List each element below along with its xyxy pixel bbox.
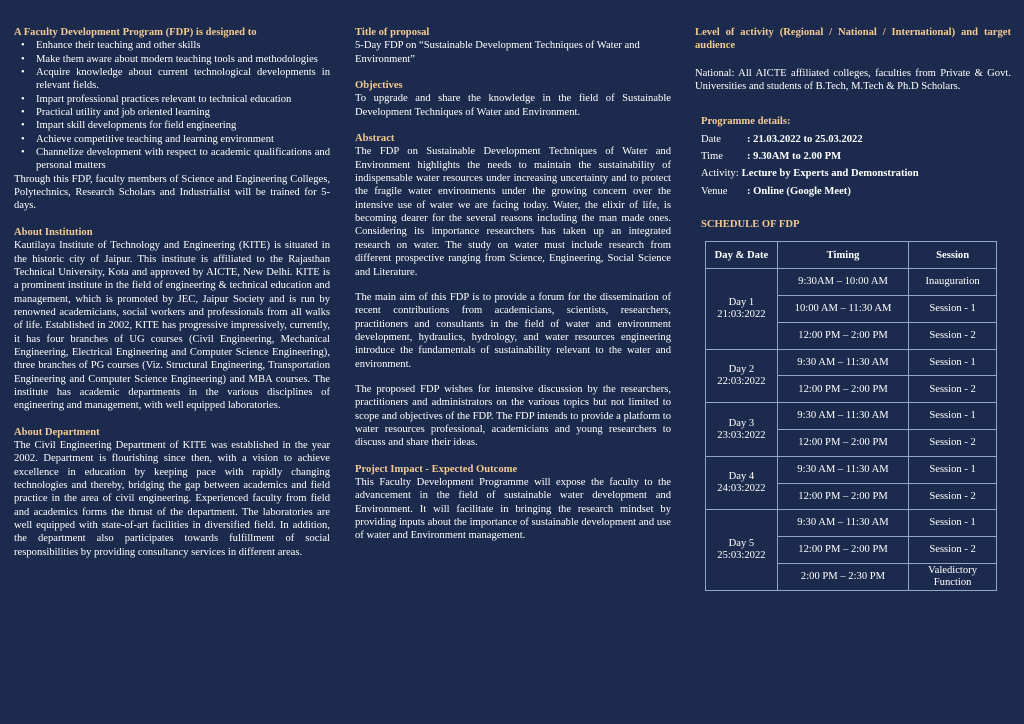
objectives-heading: Objectives [355, 80, 403, 92]
impact-heading: Project Impact - Expected Outcome [355, 463, 518, 475]
schedule-header-session: Session [909, 242, 997, 269]
schedule-session-cell: Session - 1 [909, 349, 997, 376]
detail-venue-value: : Online (Google Meet) [747, 185, 851, 197]
schedule-day-date: 25:03:2022 [717, 550, 766, 562]
schedule-row [706, 403, 997, 430]
detail-activity-row [701, 167, 1011, 180]
schedule-session-cell: Valedictory Function [909, 564, 997, 591]
detail-time-label: Time [701, 151, 723, 163]
schedule-heading: SCHEDULE OF FDP [701, 219, 800, 231]
schedule-timing-cell: 12:00 PM – 2:00 PM [777, 483, 908, 510]
fdp-goal-item: • Impart professional practices relevant to technical education [14, 93, 330, 106]
schedule-day-label: Day 5 [728, 538, 755, 550]
schedule-timing-cell: 12:00 PM – 2:00 PM [777, 376, 908, 403]
schedule-day-label: Day 3 [728, 417, 755, 429]
schedule-session-cell: Session - 2 [909, 483, 997, 510]
fdp-goal-item: • Make them aware about modern teaching tools and methodologies [14, 53, 330, 66]
abstract-paragraph-2: The main aim of this FDP is to provide a forum for the dissemination of recent contributions from academicians, scientists, researchers, practitioners and consultants in the field of water and environment development, hydraulics, hydrology, and water resources engineering introduce the fundamentals of sustainability relevant to the water and environment. [355, 291, 671, 370]
impact-text: This Faculty Development Programme will expose the faculty to the advancement in the field of sustainable water development and Environment. It will facilitate in bringing the research mindset by providing inputs about the importance of sustainable development and use of water and Environment management. [355, 476, 671, 542]
schedule-timing-cell: 12:00 PM – 2:00 PM [777, 322, 908, 349]
schedule-row [706, 456, 997, 483]
schedule-header-row [706, 242, 997, 269]
schedule-body [706, 269, 997, 591]
department-text: The Civil Engineering Department of KITE was established in the year 2002. Department is flourishing since then, with a vision to achieve excellence in education by keeping pace with rapidly changing technologies and thereby, bridging the gap between academics and field practice in the area of civil engineering. Experienced faculty from field and academics forms the thrust of the department. The laboratories are well equipped with state-of-art facilities in diversified field. In addition, the department also participates towards fulfillment of social responsibilities by providing consultancy services in different areas. [14, 439, 330, 558]
schedule-timing-cell: 12:00 PM – 2:00 PM [777, 430, 908, 457]
programme-heading: Programme details: [701, 116, 791, 128]
detail-date-value: : 21.03.2022 to 25.03.2022 [747, 133, 863, 145]
schedule-table [705, 241, 997, 590]
column-left [14, 26, 330, 559]
schedule-timing-cell: 9:30 AM – 11:30 AM [777, 403, 908, 430]
abstract-paragraph-1: The FDP on Sustainable Development Techniques of Water and Environment highlights the needs to maintain the sustainability of indispensable water resources under increasing uncertainty and to protect the fragile water environments under the growing concern over the intensive use of water we are facing today. Water, the elixir of life, is becoming dearer for the several reasons including the man made ones. Considering its importance researchers has taken up an integrated research on water. The study on water must include research from different prospective ranging from Science, Engineering, Social Science and Literature. [355, 146, 671, 278]
schedule-header-timing: Timing [777, 242, 908, 269]
schedule-timing-cell: 9:30 AM – 11:30 AM [777, 349, 908, 376]
schedule-day-cell [706, 349, 778, 403]
schedule-session-cell: Session - 2 [909, 430, 997, 457]
proposal-heading: Title of proposal [355, 27, 430, 38]
fdp-heading-suffix: to [245, 27, 257, 38]
objectives-text: To upgrade and share the knowledge in the field of Sustainable Development Techniques of Water and Environment. [355, 93, 671, 118]
schedule-session-cell: Session - 2 [909, 322, 997, 349]
fdp-goal-item: • Impart skill developments for field engineering [14, 119, 330, 132]
detail-date-row [701, 133, 1011, 146]
detail-venue-row [701, 185, 1011, 198]
fdp-heading [14, 26, 330, 39]
schedule-timing-cell: 9:30AM – 10:00 AM [777, 269, 908, 296]
schedule-row [706, 269, 997, 296]
detail-activity-label: Activity: [701, 168, 739, 180]
schedule-day-label: Day 2 [728, 364, 755, 376]
schedule-day-cell [706, 510, 778, 590]
department-heading: About Department [14, 426, 100, 438]
fdp-goals-list [14, 39, 330, 172]
schedule-row [706, 349, 997, 376]
detail-time-value: : 9.30AM to 2.00 PM [747, 151, 842, 163]
institution-heading: About Institution [14, 226, 93, 238]
schedule-day-label: Day 1 [728, 297, 755, 309]
schedule-timing-cell: 9:30 AM – 11:30 AM [777, 510, 908, 537]
fdp-heading-text: A Faculty Development Program (FDP) is designed [14, 27, 246, 38]
institution-text: Kautilaya Institute of Technology and Engineering (KITE) is situated in the historic city of Jaipur. This institute is affiliated to the Rajasthan Technical University, Kota and approved by AICTE, New Delhi. KITE is a prominent institute in the field of engineering & technical education and management, which is promoted by JEC, Jaipur Society and is run by renowned academicians, social workers and professionals from all walks of life. Established in 2002, KITE has progressive impressively, currently, it has four branches of UG courses (Civil Engineering, Mechanical Engineering, Electrical Engineering and Computer Science Engineering), three branches of PG courses (Viz. Structural Engineering, Transportation Engineering and Computer Science Engineering) and MBA courses. The institute has academic departments in the various disciplines of engineering and management, with well equipped laboratories. [14, 240, 330, 412]
programme-details [701, 115, 1011, 198]
schedule-session-cell: Inauguration [909, 269, 997, 296]
schedule-session-cell: Session - 1 [909, 456, 997, 483]
schedule-session-cell: Session - 2 [909, 537, 997, 564]
schedule-day-date: 23:03:2022 [717, 429, 766, 441]
schedule-session-cell: Session - 1 [909, 296, 997, 323]
schedule-timing-cell: 12:00 PM – 2:00 PM [777, 537, 908, 564]
schedule-session-cell: Session - 1 [909, 403, 997, 430]
detail-date-label: Date [701, 133, 721, 145]
column-right [695, 26, 1011, 591]
column-middle [355, 26, 671, 543]
fdp-goal-item: • Enhance their teaching and other skills [14, 39, 330, 52]
level-text: National: All AICTE affiliated colleges, faculties from Private & Govt. Universities and students of B.Tech, M.Tech & Ph.D Scholars. [695, 67, 1011, 93]
fdp-goal-item: • Practical utility and job oriented learning [14, 106, 330, 119]
detail-time-row [701, 150, 1011, 163]
schedule-day-cell [706, 269, 778, 349]
detail-venue-label: Venue [701, 185, 728, 197]
schedule-day-date: 24:03:2022 [717, 483, 766, 495]
schedule-header-day: Day & Date [706, 242, 778, 269]
detail-activity-value: Lecture by Experts and Demonstration [741, 168, 919, 180]
schedule-day-label: Day 4 [728, 471, 755, 483]
fdp-goal-item: • Achieve competitive teaching and learning environment [14, 133, 330, 146]
level-heading: Level of activity (Regional / National / International) and target audience [695, 27, 1011, 52]
schedule-session-cell: Session - 2 [909, 376, 997, 403]
fdp-goal-item: • Acquire knowledge about current technological developments in relevant fields. [14, 66, 330, 93]
fdp-closing-text: Through this FDP, faculty members of Science and Engineering Colleges, Polytechnics, Research Scholars and Industrialist will be trained for 5-days. [14, 173, 330, 212]
schedule-timing-cell: 2:00 PM – 2:30 PM [777, 564, 908, 591]
schedule-day-date: 21:03:2022 [717, 308, 766, 320]
schedule-day-date: 22:03:2022 [717, 375, 766, 387]
proposal-text: 5-Day FDP on “Sustainable Development Techniques of Water and Environment” [355, 40, 640, 65]
schedule-session-cell: Session - 1 [909, 510, 997, 537]
schedule-timing-cell: 10:00 AM – 11:30 AM [777, 296, 908, 323]
schedule-day-cell [706, 456, 778, 510]
schedule-row [706, 510, 997, 537]
fdp-goal-item: • Channelize development with respect to academic qualifications and personal matters [14, 146, 330, 173]
abstract-heading: Abstract [355, 133, 395, 145]
abstract-paragraph-3: The proposed FDP wishes for intensive discussion by the researchers, practitioners and administrators on the various topics but not limited to scope and objectives of the FDP. The FDP intends to provide a platform to water resources professional, academicians and young researchers to discuss and share their ideas. [355, 383, 671, 449]
schedule-day-cell [706, 403, 778, 457]
schedule-timing-cell: 9:30 AM – 11:30 AM [777, 456, 908, 483]
